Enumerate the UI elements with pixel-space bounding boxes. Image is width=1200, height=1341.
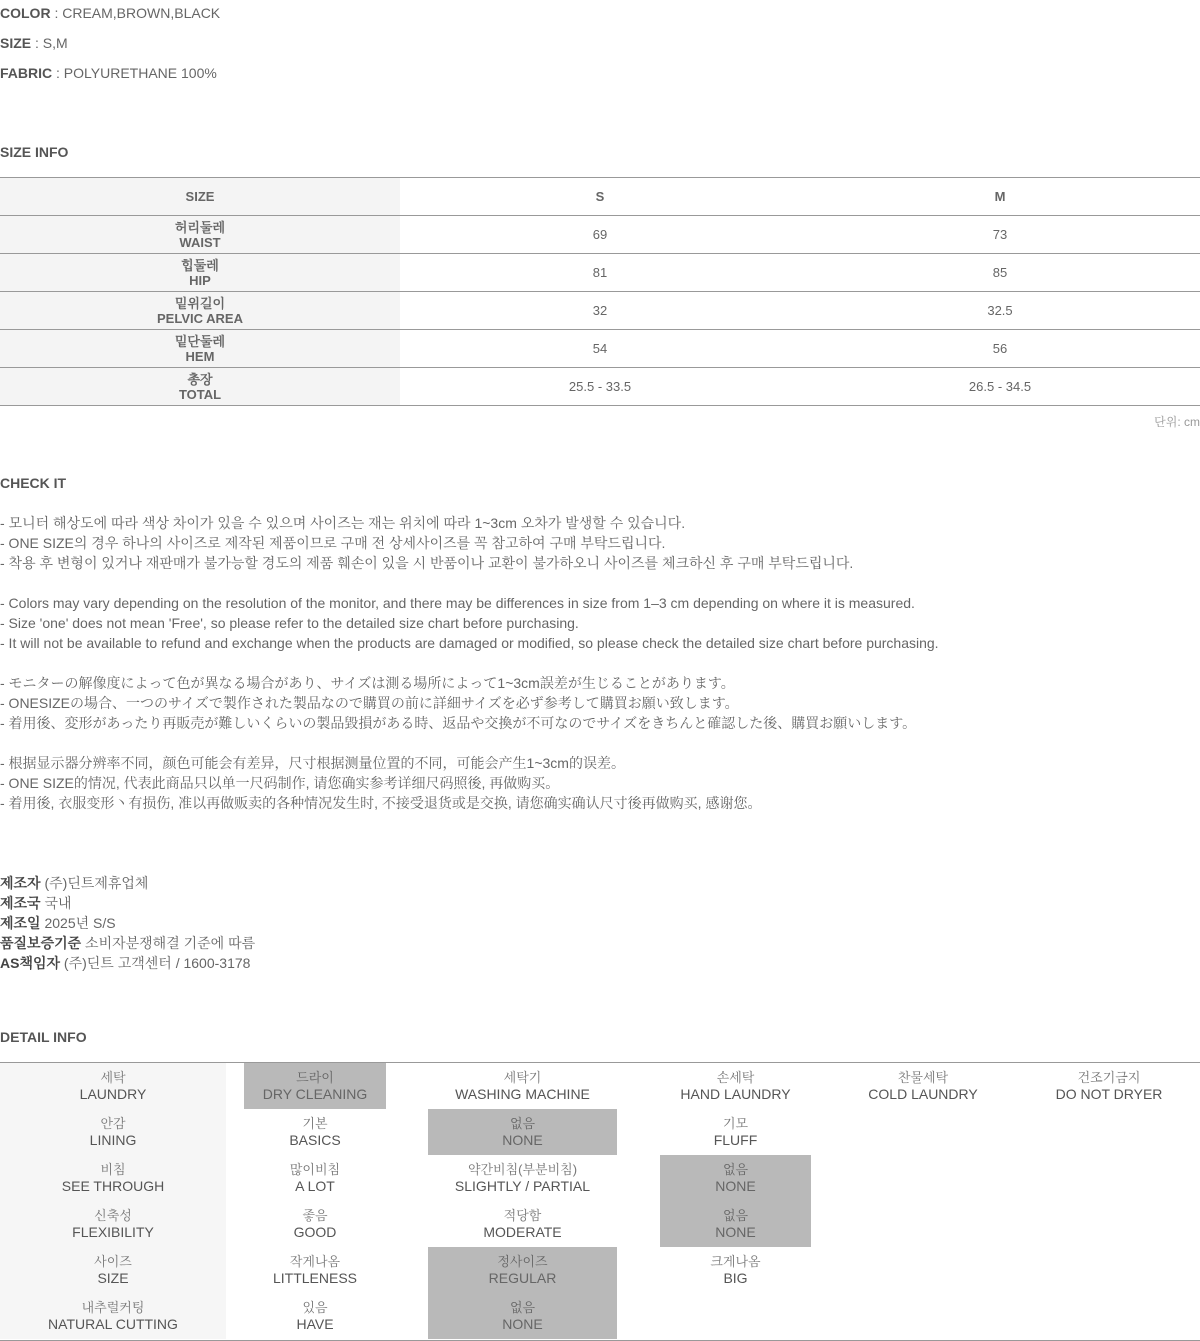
- notice-line: - ONE SIZE的情况, 代表此商品只以单一尺码制作, 请您确实参考详细尺码照後, 再做购买。: [0, 775, 560, 791]
- measure-label: [0, 330, 400, 367]
- notice-spacer: [0, 733, 1200, 753]
- size-value-s: 25.5 - 33.5: [568, 379, 632, 394]
- maker-label: 품질보증기준: [0, 935, 82, 951]
- option-en: FLUFF: [713, 1132, 758, 1148]
- spec-fabric-label: FABRIC: [0, 65, 53, 81]
- size-value-s: 81: [592, 265, 608, 280]
- spec-color: COLOR : CREAM,BROWN,BLACK: [0, 5, 221, 21]
- detail-option: [660, 1109, 811, 1155]
- maker-value: 국내: [44, 895, 72, 911]
- measure-label-en: WAIST: [179, 234, 221, 250]
- detail-option: [244, 1201, 386, 1247]
- option-ko: 좋음: [302, 1208, 328, 1223]
- detail-label: [0, 1293, 226, 1339]
- detail-label: [0, 1155, 226, 1201]
- spec-color-value: CREAM,BROWN,BLACK: [62, 5, 221, 21]
- measure-label-ko: 총장: [187, 371, 213, 387]
- size-header-m: M: [994, 189, 1006, 204]
- option-en: DRY CLEANING: [262, 1086, 368, 1102]
- table-row: [0, 330, 1200, 368]
- measure-label: [0, 254, 400, 291]
- measure-label-en: PELVIC AREA: [157, 310, 243, 326]
- size-value-m: 56: [992, 341, 1008, 356]
- detail-label: [0, 1247, 226, 1293]
- maker-value: (주)딘트제휴업체: [44, 875, 149, 891]
- measure-label-ko: 밑단둘레: [174, 333, 226, 349]
- option-ko: 적당함: [503, 1208, 542, 1223]
- detail-row-laundry: [0, 1063, 1200, 1109]
- detail-label: [0, 1109, 226, 1155]
- detail-option: [660, 1247, 811, 1293]
- check-it-title: CHECK IT: [0, 475, 67, 491]
- detail-label-en: FLEXIBILITY: [72, 1224, 154, 1240]
- detail-label-ko: 신축성: [94, 1208, 132, 1223]
- option-en: REGULAR: [488, 1270, 557, 1286]
- spec-size-value: S,M: [42, 35, 68, 51]
- spec-fabric-value: POLYURETHANE 100%: [63, 65, 217, 81]
- size-value-m: 32.5: [987, 303, 1013, 318]
- measure-label: [0, 292, 400, 329]
- spec-fabric: FABRIC : POLYURETHANE 100%: [0, 65, 217, 81]
- measure-label-en: HEM: [185, 348, 215, 364]
- detail-option: [428, 1063, 617, 1109]
- notice-line: - 모니터 해상도에 따라 색상 차이가 있을 수 있으며 사이즈는 재는 위치에 따라 1~3cm 오차가 발생할 수 있습니다.: [0, 515, 686, 531]
- table-row: [0, 254, 1200, 292]
- measure-label-ko: 힙둘레: [181, 257, 219, 273]
- measure-label-en: HIP: [189, 272, 211, 288]
- detail-option: [660, 1063, 811, 1109]
- detail-option: [428, 1155, 617, 1201]
- detail-label-ko: 내추럴커팅: [81, 1300, 145, 1315]
- option-ko: 없음: [509, 1300, 536, 1315]
- maker-label: 제조국: [0, 895, 41, 911]
- option-ko: 없음: [722, 1162, 749, 1177]
- detail-option-selected: [244, 1063, 386, 1109]
- option-ko: 약간비침(부분비침): [467, 1162, 578, 1177]
- detail-label-ko: 비침: [100, 1162, 126, 1177]
- option-en: NONE: [502, 1316, 543, 1332]
- detail-row-natural-cutting: [0, 1293, 1200, 1339]
- notice-line: - 根据显示器分辨率不同，颜色可能会有差异，尺寸根据测量位置的不同，可能会产生1~3cm的误差。: [0, 755, 625, 771]
- option-en: DO NOT DRYER: [1055, 1086, 1163, 1102]
- option-en: HAVE: [296, 1316, 334, 1332]
- notice-line: - ONE SIZE의 경우 하나의 사이즈로 제작된 제품이므로 구매 전 상세사이즈를 꼭 참고하여 구매 부탁드립니다.: [0, 535, 666, 551]
- detail-option: [1034, 1063, 1184, 1109]
- spec-size-label: SIZE: [0, 35, 32, 51]
- measure-label: [0, 216, 400, 253]
- notice-line: - ONESIZEの場合、一つのサイズで製作された製品なので購買の前に詳細サイズを必ず参考して購買お願い致します。: [0, 695, 739, 711]
- maker-line: [0, 913, 255, 933]
- option-en: MODERATE: [483, 1224, 562, 1240]
- option-ko: 손세탁: [716, 1070, 755, 1085]
- notice-line: - It will not be available to refund and exchange when the products are damaged or modified, so please check the detailed size chart before purchasing.: [0, 635, 939, 651]
- detail-option-selected: [660, 1201, 811, 1247]
- option-en: SLIGHTLY / PARTIAL: [454, 1178, 591, 1194]
- check-it-notes: [0, 513, 1200, 813]
- detail-info-title: DETAIL INFO: [0, 1029, 87, 1045]
- notice-spacer: [0, 653, 1200, 673]
- measure-label-en: TOTAL: [178, 386, 222, 402]
- size-info-title: SIZE INFO: [0, 144, 69, 160]
- notice-line: - 着用後、変形があったり再販売が難しいくらいの製品毀損がある時、返品や交換が不可なのでサイズをきちんと確認した後、購買お願いします。: [0, 715, 917, 731]
- detail-option: [428, 1201, 617, 1247]
- option-ko: 작게나옴: [289, 1254, 341, 1269]
- option-ko: 기모: [722, 1116, 749, 1131]
- detail-row-lining: [0, 1109, 1200, 1155]
- spec-size: SIZE : S,M: [0, 35, 68, 51]
- table-row: [0, 216, 1200, 254]
- detail-label-en: NATURAL CUTTING: [48, 1316, 178, 1332]
- notice-spacer: [0, 573, 1200, 593]
- size-value-m: 85: [992, 265, 1008, 280]
- size-unit-note: 단위: cm: [1154, 415, 1200, 429]
- detail-option: [244, 1109, 386, 1155]
- detail-label-en: LAUNDRY: [79, 1086, 147, 1102]
- option-en: COLD LAUNDRY: [868, 1086, 978, 1102]
- option-ko: 크게나옴: [710, 1254, 761, 1269]
- detail-option: [244, 1293, 386, 1339]
- detail-row-size: [0, 1247, 1200, 1293]
- maker-line: [0, 953, 255, 973]
- detail-row-flexibility: [0, 1201, 1200, 1247]
- option-ko: 없음: [722, 1208, 749, 1223]
- spec-color-label: COLOR: [0, 5, 51, 21]
- notice-line: - 着用後, 衣服变形丶有损伤, 准以再做贩卖的各种情况发生时, 不接受退货或是交换, 请您确实确认尺寸後再做购买, 感谢您。: [0, 795, 762, 811]
- size-value-s: 69: [592, 227, 608, 242]
- option-ko: 세탁기: [503, 1070, 542, 1085]
- detail-option-selected: [660, 1155, 811, 1201]
- size-table: [0, 177, 1200, 406]
- table-row: [0, 368, 1200, 406]
- option-ko: 정사이즈: [497, 1254, 548, 1269]
- detail-option: [244, 1247, 386, 1293]
- detail-label-en: LINING: [89, 1132, 137, 1148]
- detail-option-selected: [428, 1293, 617, 1339]
- measure-label-ko: 허리둘레: [174, 219, 226, 235]
- size-header-s: S: [595, 189, 605, 204]
- maker-line: [0, 893, 255, 913]
- detail-label-ko: 사이즈: [94, 1254, 132, 1269]
- detail-label-en: SEE THROUGH: [61, 1178, 165, 1194]
- maker-value: (주)딘트 고객센터 / 1600-3178: [63, 955, 251, 971]
- maker-value: 2025년 S/S: [44, 915, 116, 931]
- notice-line: - 착용 후 변형이 있거나 재판매가 불가능할 경도의 제품 훼손이 있을 시 반품이나 교환이 불가하오니 사이즈를 체크하신 후 구매 부탁드립니다.: [0, 555, 854, 571]
- option-ko: 건조기금지: [1077, 1070, 1141, 1085]
- detail-label: [0, 1201, 226, 1247]
- detail-option-selected: [428, 1109, 617, 1155]
- option-en: NONE: [715, 1178, 756, 1194]
- option-ko: 있음: [302, 1300, 328, 1315]
- size-value-m: 73: [992, 227, 1008, 242]
- option-en: NONE: [502, 1132, 543, 1148]
- detail-label-en: SIZE: [97, 1270, 129, 1286]
- option-ko: 드라이: [296, 1070, 334, 1085]
- detail-option: [848, 1063, 998, 1109]
- detail-label-ko: 세탁: [100, 1070, 126, 1085]
- option-en: HAND LAUNDRY: [680, 1086, 791, 1102]
- option-ko: 많이비침: [289, 1162, 341, 1177]
- maker-label: 제조자: [0, 875, 41, 891]
- size-value-m: 26.5 - 34.5: [968, 379, 1032, 394]
- table-row: [0, 292, 1200, 330]
- maker-line: [0, 873, 255, 893]
- option-en: BIG: [723, 1270, 748, 1286]
- option-en: BASICS: [289, 1132, 341, 1148]
- option-ko: 기본: [302, 1116, 328, 1131]
- option-ko: 없음: [509, 1116, 536, 1131]
- option-en: LITTLENESS: [272, 1270, 358, 1286]
- detail-option-selected: [428, 1247, 617, 1293]
- option-ko: 찬물세탁: [897, 1070, 949, 1085]
- size-header-label: SIZE: [0, 178, 400, 215]
- option-en: GOOD: [293, 1224, 337, 1240]
- maker-value: 소비자분쟁해결 기준에 따름: [85, 935, 256, 951]
- option-en: NONE: [715, 1224, 756, 1240]
- maker-label: AS책임자: [0, 955, 61, 971]
- maker-info: [0, 873, 255, 973]
- size-value-s: 32: [592, 303, 608, 318]
- notice-line: - モニターの解像度によって色が異なる場合があり、サイズは測る場所によって1~3cm誤差が生じることがあります。: [0, 675, 735, 691]
- option-en: WASHING MACHINE: [455, 1086, 590, 1102]
- detail-label-ko: 안감: [100, 1116, 126, 1131]
- detail-label: [0, 1063, 226, 1109]
- option-en: A LOT: [295, 1178, 335, 1194]
- maker-line: [0, 933, 255, 953]
- maker-label: 제조일: [0, 915, 41, 931]
- size-value-s: 54: [592, 341, 608, 356]
- detail-table: [0, 1062, 1200, 1341]
- size-table-header: [0, 178, 1200, 216]
- detail-option: [244, 1155, 386, 1201]
- detail-row-see-through: [0, 1155, 1200, 1201]
- measure-label: [0, 368, 400, 405]
- notice-line: - Colors may vary depending on the resolution of the monitor, and there may be differences in size from 1–3 cm depending on where it is measured.: [0, 595, 915, 611]
- notice-line: - Size 'one' does not mean 'Free', so please refer to the detailed size chart before purchasing.: [0, 615, 579, 631]
- measure-label-ko: 밑위길이: [174, 295, 226, 311]
